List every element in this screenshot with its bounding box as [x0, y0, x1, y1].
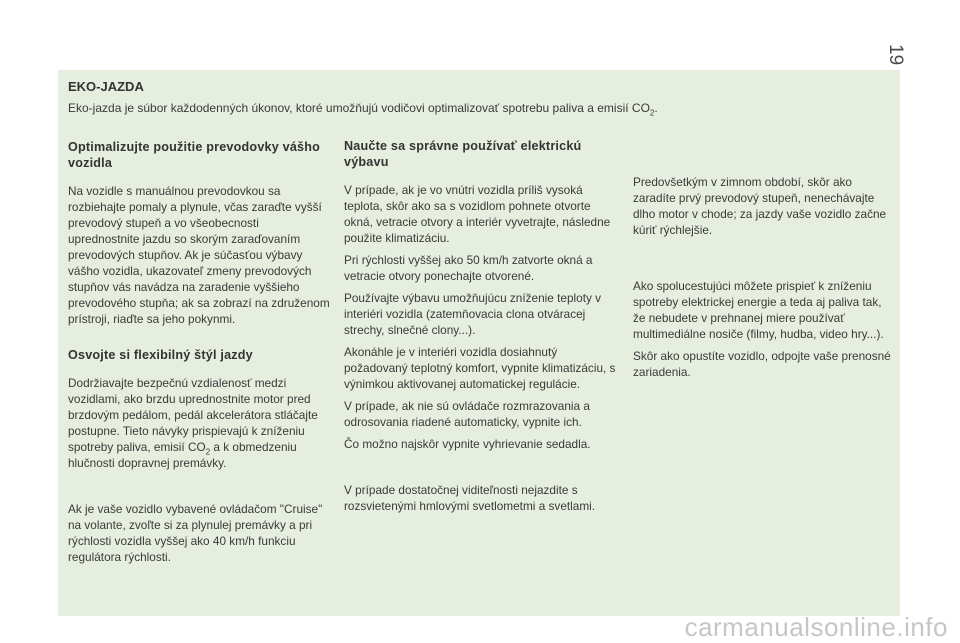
- paragraph-electrical: Pri rýchlosti vyššej ako 50 km/h zatvorte okná a vetracie otvory ponechajte otvorené.: [344, 253, 593, 283]
- paragraph-electrical: V prípade, ak nie sú ovládače rozmrazovania a odrosovania riadené automaticky, vypnite ich.: [344, 399, 590, 429]
- heading-electrical: Naučte sa správne používať elektrickú výbavu: [344, 139, 582, 169]
- paragraph-passenger: Ako spolucestujúci môžete prispieť k zníženiu spotreby elektrickej energie a teda aj paliva tak, že nebudete v prehnanej miere používať multimediálne nosiče (filmy, hudba, video hry...).: [633, 279, 884, 341]
- section-title: EKO-JAZDA: [68, 79, 144, 94]
- paragraph-fog-lights: V prípade dostatočnej viditeľnosti nejazdite s rozsvietenými hmlovými svetlometmi a svetlami.: [344, 483, 596, 513]
- paragraph-electrical: V prípade, ak je vo vnútri vozidla príliš vysoká teplota, skôr ako sa s vozidlom pohnete otvorte okná, vetracie otvory a interiér vyvetrajte, následne použite klimatizáciu.: [344, 183, 611, 245]
- intro-end: .: [654, 101, 658, 115]
- column-electrical: [344, 138, 619, 520]
- driving-style-subscript: 2: [205, 447, 211, 457]
- page-number: 19: [885, 44, 906, 66]
- paragraph-devices: Skôr ako opustíte vozidlo, odpojte vaše prenosné zariadenia.: [633, 349, 891, 379]
- column-tips: [633, 174, 895, 386]
- section-intro: [68, 100, 888, 116]
- heading-driving-style: Osvojte si flexibilný štýl jazdy: [68, 348, 253, 362]
- intro-text: Eko-jazda je súbor každodenných úkonov, ktoré umožňujú vodičovi optimalizovať spotrebu paliva a emisií CO: [68, 101, 650, 115]
- paragraph-electrical: Akonáhle je v interiéri vozidla dosiahnutý požadovaný teplotný komfort, vypnite klimatizáciu, s výnimkou aktivovanej automatickej regulácie.: [344, 345, 616, 391]
- paragraph-gearbox: Na vozidle s manuálnou prevodovkou sa rozbiehajte pomaly a plynule, včas zaraďte vyšší prevodový stupeň a vo všeobecnosti uprednostnite jazdu so skorým zaraďovaním prevodových stupňov. Ak je súčasťou výbavy vášho vozidla, ukazovateľ zmeny prevodových stupňov vás navádza na zaradenie vyššieho prevodového stupňa; ak sa zobrazí na združenom prístroji, riaďte sa jeho pokynmi.: [68, 184, 330, 326]
- column-gearbox: [68, 139, 330, 571]
- paragraph-winter: Predovšetkým v zimnom období, skôr ako zaradíte prvý prevodový stupeň, nenechávajte dlho motor v chode; za jazdy vaše vozidlo začne kúriť rýchlejšie.: [633, 175, 887, 237]
- driving-style-text-b: a k obmedzeniu hlučnosti dopravnej premávky.: [68, 440, 297, 470]
- intro-subscript: 2: [649, 108, 655, 118]
- paragraph-electrical: Používajte výbavu umožňujúcu zníženie teploty v interiéri vozidla (zatemňovacia clona otváracej strechy, slnečné clony...).: [344, 291, 602, 337]
- paragraph-cruise: Ak je vaše vozidlo vybavené ovládačom "Cruise" na volante, zvoľte si za plynulej premávky a pri rýchlosti vozidla vyššej ako 40 km/h funkciu regulátora rýchlosti.: [68, 502, 323, 564]
- driving-style-text-a: Dodržiavajte bezpečnú vzdialenosť medzi vozidlami, ako brzdu uprednostnite motor pred brzdovým pedálom, pedál akcelerátora stláčajte postupne. Tieto návyky prispievajú k zníženiu spotreby paliva, emisií CO: [68, 376, 318, 454]
- heading-gearbox: Optimalizujte použitie prevodovky vášho vozidla: [68, 140, 321, 170]
- watermark: carmanualsonline.info: [684, 612, 948, 642]
- paragraph-driving-style: [68, 375, 330, 471]
- paragraph-electrical: Čo možno najskôr vypnite vyhrievanie sedadla.: [344, 437, 591, 451]
